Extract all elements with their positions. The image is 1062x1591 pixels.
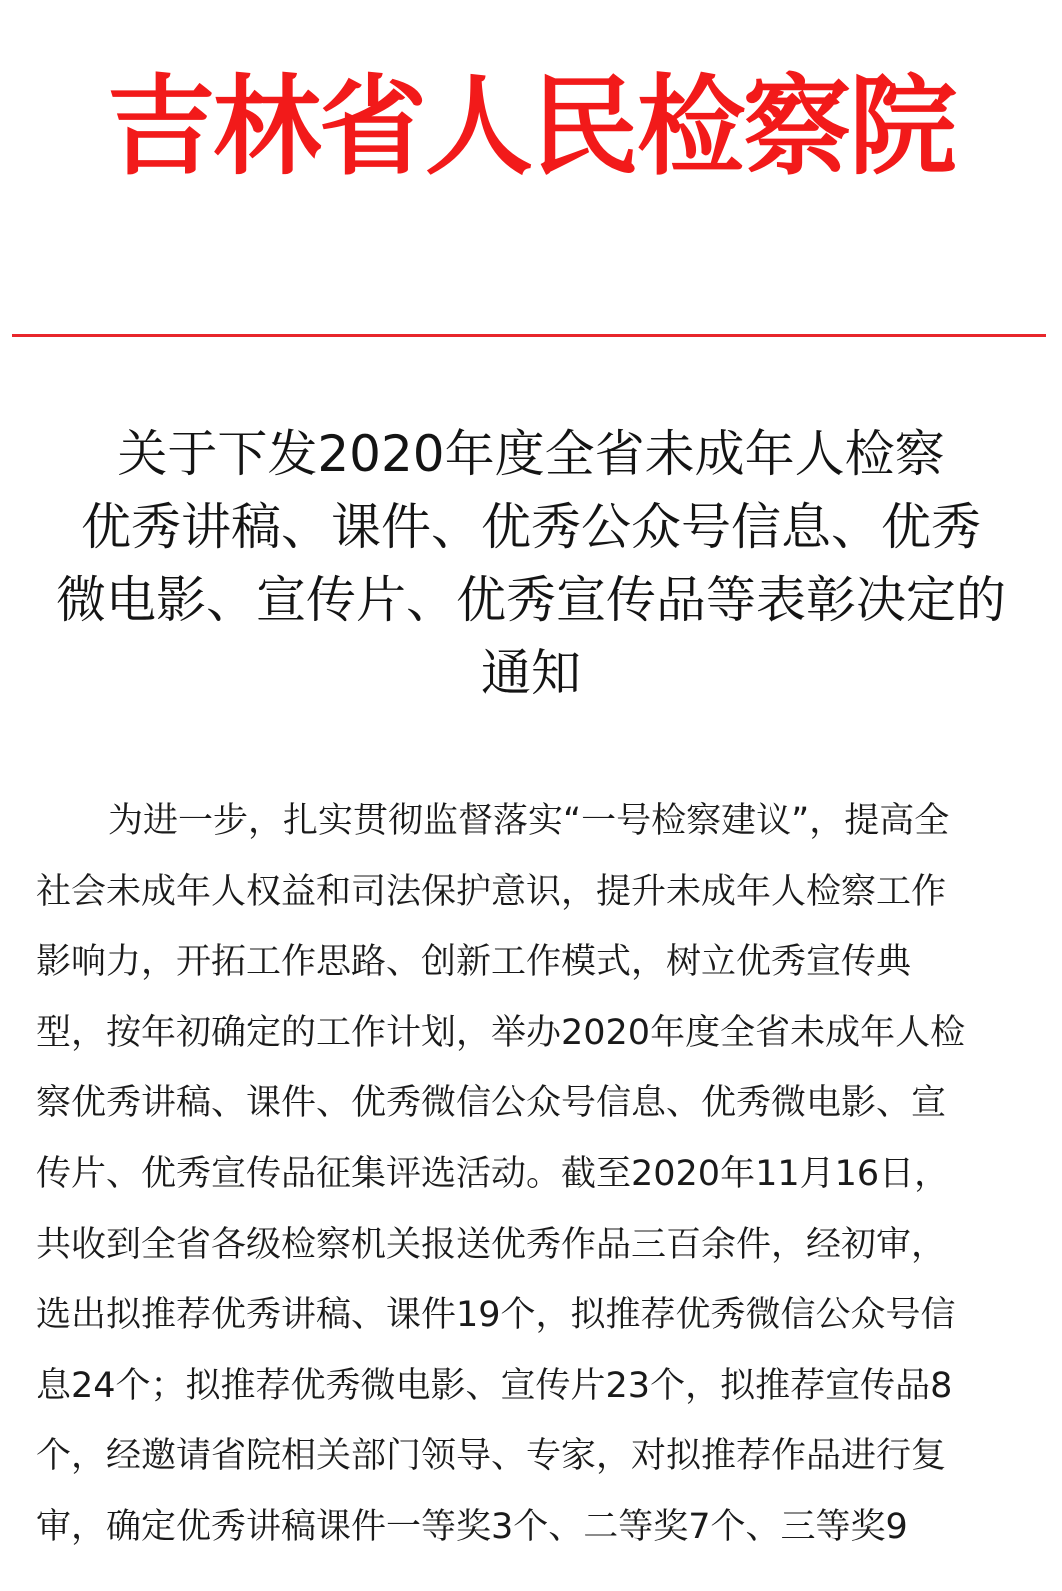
body-line-6: 传片、优秀宣传品征集评选活动。截至2020年11月16日， xyxy=(36,1153,950,1194)
body-line-8: 选出拟推荐优秀讲稿、课件19个，拟推荐优秀微信公众号信 xyxy=(36,1295,956,1336)
masthead-org-name: 吉林省人民检察院 xyxy=(106,65,955,190)
body-line-5: 察优秀讲稿、课件、优秀微信公众号信息、优秀微电影、宣 xyxy=(36,1083,947,1124)
body-line-9: 息24个；拟推荐优秀微电影、宣传片23个，拟推荐宣传品8 xyxy=(36,1365,953,1406)
title-line-4: 通知 xyxy=(481,644,581,702)
body-line-4: 型，按年初确定的工作计划，举办2020年度全省未成年人检 xyxy=(36,1012,966,1053)
body-line-3: 影响力，开拓工作思路、创新工作模式，树立优秀宣传典 xyxy=(36,942,912,983)
title-line-3: 微电影、宣传片、优秀宣传品等表彰决定的 xyxy=(56,571,1006,629)
red-divider-rule xyxy=(12,334,1046,337)
title-line-2: 优秀讲稿、课件、优秀公众号信息、优秀 xyxy=(81,498,981,556)
title-line-1: 关于下发2020年度全省未成年人检察 xyxy=(117,425,945,483)
body-line-11: 审，确定优秀讲稿课件一等奖3个、二等奖7个、三等奖9 xyxy=(36,1506,908,1547)
body-line-2: 社会未成年人权益和司法保护意识，提升未成年人检察工作 xyxy=(36,871,947,912)
body-line-1: 为进一步，扎实贯彻监督落实“一号检察建议”，提高全 xyxy=(108,801,950,841)
document-title xyxy=(20,418,1042,710)
body-line-10: 个，经邀请省院相关部门领导、专家，对拟推荐作品进行复 xyxy=(36,1436,947,1477)
body-line-7: 共收到全省各级检察机关报送优秀作品三百余件，经初审， xyxy=(36,1224,947,1265)
body-paragraph xyxy=(36,786,1026,1563)
